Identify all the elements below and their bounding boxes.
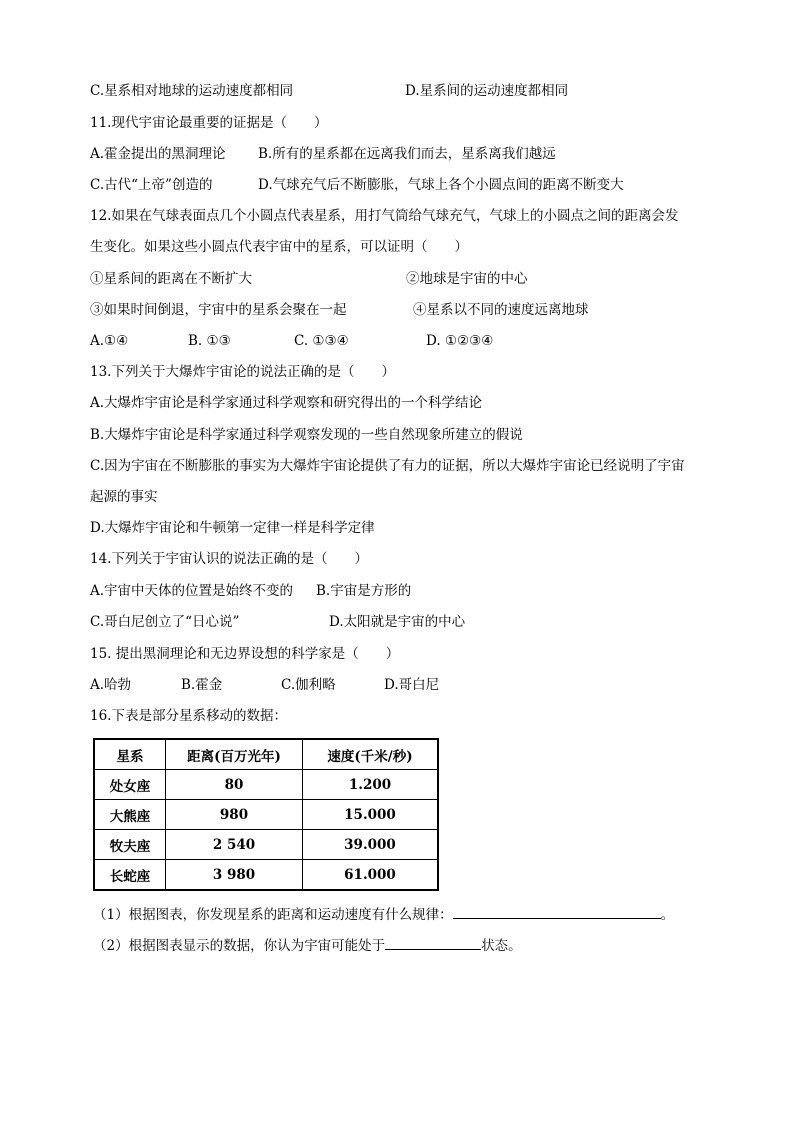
q16-sub2-answer-blank[interactable]	[385, 935, 481, 950]
q14-options-row-2	[90, 613, 466, 631]
q16-sub2-text: （2）根据图表显示的数据，你认为宇宙可能处于	[93, 938, 386, 954]
table-cell: 大熊座	[94, 800, 166, 830]
q12-statements-row-1	[90, 270, 528, 288]
q16-sub1-answer-blank[interactable]	[453, 904, 661, 919]
table-cell: 牧夫座	[94, 830, 166, 860]
table-cell: 39.000	[303, 830, 439, 860]
q16-sub2-end: 状态。	[481, 938, 522, 954]
table-cell: 61.000	[303, 860, 439, 891]
q14-option-d: D.太阳就是宇宙的中心	[329, 614, 466, 630]
q11-option-b: B.所有的星系都在远离我们而去，星系离我们越远	[258, 146, 556, 162]
q16-sub1	[93, 904, 674, 924]
table-cell: 2 540	[166, 830, 303, 860]
q12-option-d: D. ①②③④	[426, 333, 494, 349]
table-header-speed: 速度(千米/秒)	[303, 739, 439, 770]
table-header-distance: 距离(百万光年)	[166, 739, 303, 770]
table-cell: 980	[166, 800, 303, 830]
table-cell: 处女座	[94, 770, 166, 800]
table-header-galaxy: 星系	[94, 739, 166, 770]
q15-option-b: B.霍金	[181, 677, 223, 693]
q13-option-c-line-2: 起源的事实	[90, 489, 158, 505]
q14-options-row-1	[90, 582, 412, 600]
q13-option-a: A.大爆炸宇宙论是科学家通过科学观察和研究得出的一个科学结论	[90, 395, 483, 411]
q14-option-a: A.宇宙中天体的位置是始终不变的	[90, 583, 294, 599]
q11-option-d: D.气球充气后不断膨胀，气球上各个小圆点间的距离不断变大	[258, 177, 624, 193]
q12-stem-line-2: 生变化。如果这些小圆点代表宇宙中的星系，可以证明（ ）	[90, 239, 468, 255]
table-row	[94, 830, 438, 860]
table-header-row	[94, 739, 438, 770]
q13-option-d: D.大爆炸宇宙论和牛顿第一定律一样是科学定律	[90, 520, 375, 536]
q15-option-d: D.哥白尼	[384, 677, 440, 693]
q15-option-a: A.哈勃	[90, 677, 132, 693]
q12-statements-row-2	[90, 301, 589, 319]
q13-stem: 13.下列关于大爆炸宇宙论的说法正确的是（ ）	[90, 364, 395, 380]
q16-sub2	[93, 935, 522, 955]
q10-option-d: D.星系间的运动速度都相同	[405, 83, 569, 99]
q11-options-row-1	[90, 145, 556, 163]
q12-statement-1: ①星系间的距离在不断扩大	[90, 271, 252, 287]
q13-option-c-line-1: C.因为宇宙在不断膨胀的事实为大爆炸宇宙论提供了有力的证据，所以大爆炸宇宙论已经说明了宇宙	[90, 458, 685, 474]
q10-options-row	[90, 82, 569, 100]
q15-stem: 15. 提出黑洞理论和无边界设想的科学家是（ ）	[90, 646, 400, 662]
table-cell: 长蛇座	[94, 860, 166, 891]
table-row	[94, 770, 438, 800]
table-cell: 15.000	[303, 800, 439, 830]
q12-option-c: C. ①③④	[294, 333, 349, 349]
q11-option-a: A.霍金提出的黑洞理论	[90, 146, 226, 162]
q14-option-b: B.宇宙是方形的	[316, 583, 412, 599]
table-cell: 1.200	[303, 770, 439, 800]
q14-option-c: C.哥白尼创立了“日心说”	[90, 614, 240, 630]
q11-option-c: C.古代“上帝”创造的	[90, 177, 213, 193]
q14-stem: 14.下列关于宇宙认识的说法正确的是（ ）	[90, 551, 368, 567]
q10-option-c: C.星系相对地球的运动速度都相同	[90, 83, 294, 99]
q11-options-row-2	[90, 176, 624, 194]
q12-option-a: A.①④	[90, 333, 129, 349]
q15-option-c: C.伽利略	[281, 677, 336, 693]
table-cell: 3 980	[166, 860, 303, 891]
q13-option-b: B.大爆炸宇宙论是科学家通过科学观察发现的一些自然现象所建立的假说	[90, 427, 523, 443]
galaxy-data-table	[93, 738, 439, 891]
q12-options-row	[90, 332, 494, 350]
table-row	[94, 800, 438, 830]
q12-statement-2: ②地球是宇宙的中心	[406, 271, 528, 287]
q12-option-b: B. ①③	[188, 333, 231, 349]
table-row	[94, 860, 438, 891]
q16-sub1-end: 。	[660, 907, 675, 923]
q11-stem: 11.现代宇宙论最重要的证据是（ ）	[90, 115, 328, 131]
q16-stem: 16.下表是部分星系移动的数据：	[90, 708, 287, 724]
q15-options-row	[90, 676, 440, 694]
q12-statement-3: ③如果时间倒退，宇宙中的星系会聚在一起	[90, 302, 347, 318]
q12-stem-line-1: 12.如果在气球表面点几个小圆点代表星系，用打气筒给气球充气，气球上的小圆点之间的距离会发	[90, 208, 679, 224]
table-cell: 80	[166, 770, 303, 800]
q12-statement-4: ④星系以不同的速度远离地球	[413, 302, 589, 318]
q16-sub1-text: （1）根据图表，你发现星系的距离和运动速度有什么规律：	[93, 907, 453, 923]
